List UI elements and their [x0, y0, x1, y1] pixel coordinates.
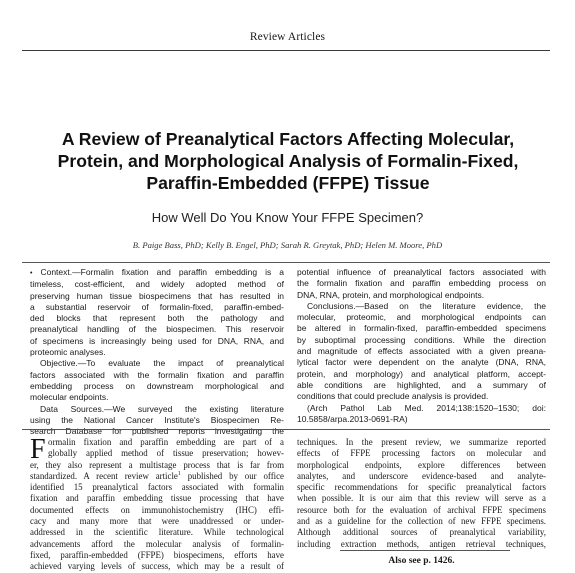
abstract-line: search Database for published reports investigating the — [30, 426, 284, 437]
also-see-link[interactable]: Also see p. 1426. — [388, 556, 455, 566]
citation-line: 10.5858/arpa.2013-0691-RA) — [297, 413, 408, 424]
body-line: achieved varying levels of success, which may be a result of — [30, 561, 284, 572]
bullet-icon: • — [30, 270, 33, 277]
body-line: effects of FFPE processing factors on molecular and — [297, 448, 546, 459]
abstract-line: by suboptimal processing conditions. While the direction — [297, 334, 546, 345]
abstract-line: of specimens is increasingly being used for DNA, RNA, and — [30, 335, 284, 346]
abstract-line: molecular endpoints. — [30, 392, 109, 403]
also-see-rule — [340, 550, 510, 551]
abstract-line: lytical factor were dependent on the analyte (DNA, RNA, — [297, 357, 546, 368]
abstract-line: protein, and morphology) and analytical platform, accept- — [297, 368, 546, 379]
abstract-line: using the National Cancer Institute's Biospecimen Re- — [30, 414, 284, 425]
abstract-line: Conclusions.—Based on the literature evidence, the — [307, 300, 546, 311]
body-line: globally applied method of tissue preservation; howev- — [48, 448, 284, 459]
abstract-line: • Context.—Formalin fixation and paraffin embedding is a — [30, 267, 284, 277]
abstract-line: a substantial reservoir of formalin-fixed, paraffin-embed- — [30, 301, 284, 312]
abstract-line: conditions that could preclude analysis is provided. — [297, 391, 489, 402]
body-line: resource both for the evaluation of archival FFPE specimens — [297, 504, 546, 515]
body-line: analytes, and underscore evidence-based and analyte- — [297, 470, 546, 481]
section-header: Review Articles — [249, 31, 326, 43]
body-line: techniques. In the present review, we summarize reported — [297, 437, 546, 447]
header-rule — [22, 50, 550, 51]
abstract-line: timeless, cost-efficient, and widely adopted method of — [30, 279, 284, 290]
abstract-line: and magnitude of effects associated with a given preana- — [297, 346, 546, 357]
abstract-line: Data Sources.—We surveyed the existing literature — [40, 403, 284, 414]
abstract-line: factors associated with the formalin fixation and paraffin — [30, 369, 284, 380]
abstract-left-column — [30, 267, 284, 437]
drop-cap: F — [30, 434, 46, 465]
body-line: fixation and paraffin embedding tissue processing that have — [30, 493, 284, 504]
body-line: and as a guideline for the collection of new FFPE specimens. — [297, 516, 546, 527]
body-line: Although additional sources of preanalytical variability, — [297, 527, 546, 538]
body-line: specific recommendations for specific preanalytical factors — [297, 482, 546, 493]
body-line: addressed in the scientific literature. While technological — [30, 527, 284, 538]
body-line: morphological endpoints, explore differences between — [297, 459, 546, 470]
abstract-top-rule — [22, 262, 550, 263]
body-line: including extraction methods, antigen retrieval techniques, — [297, 538, 546, 549]
abstract-line: preanalytical handling of the biospecimen. This reservoir — [30, 324, 284, 335]
body-line: standardized. A recent review article$^1$ published by our office — [30, 470, 284, 481]
body-line: ormalin fixation and paraffin embedding are part of a — [48, 437, 284, 447]
abstract-line: ded blocks that represent both the pathology and — [30, 313, 284, 324]
body-line: advancements afford the molecular analysis of formalin- — [30, 538, 284, 549]
abstract-line: able conditions are highlighted, and a summary of — [297, 379, 546, 390]
abstract-line: embedding process on downstream morphological and — [30, 380, 284, 391]
abstract-line: be altered in formalin-fixed, paraffin-embedded specimens — [297, 323, 546, 334]
abstract-line: the formalin fixation and paraffin embedding process on — [297, 278, 546, 289]
title-line: Protein, and Morphological Analysis of Formalin-Fixed, — [57, 151, 519, 171]
abstract-line: DNA, RNA, protein, and morphological endpoints. — [297, 289, 485, 300]
abstract-line: proteomic analyses. — [30, 347, 106, 358]
reference-superscript[interactable]: 1 — [177, 470, 181, 477]
abstract-right-column — [297, 267, 546, 425]
body-line: when possible. It is our aim that this review will serve as a — [297, 493, 546, 504]
abstract-line: potential influence of preanalytical factors associated with — [297, 267, 546, 277]
body-left-column — [30, 434, 284, 573]
title-line: A Review of Preanalytical Factors Affecting Molecular, — [61, 129, 515, 149]
body-line: fixed, paraffin-embedded (FFPE) biospecimens, efforts have — [30, 549, 284, 560]
abstract-line: Objective.—To evaluate the impact of preanalytical — [40, 358, 284, 369]
body-right-column — [297, 437, 546, 550]
abstract-line: preserving human tissue biospecimens that has resulted in — [30, 290, 284, 301]
body-line: identified 15 preanalytical factors associated with formalin — [30, 482, 284, 493]
article-subtitle: How Well Do You Know Your FFPE Specimen? — [151, 210, 424, 225]
author-list: B. Paige Bass, PhD; Kelly B. Engel, PhD; Sarah R. Greytak, PhD; Helen M. Moore, PhD — [132, 240, 443, 250]
abstract-line: molecular, proteomic, and morphological endpoints can — [297, 312, 546, 323]
citation-line: (Arch Pathol Lab Med. 2014;138:1520–1530; doi: — [307, 402, 546, 413]
body-line: cacy and many more that were unaddressed or under- — [30, 516, 284, 527]
body-line: er, they also represent a multistage process that is far from — [30, 459, 284, 470]
body-line: documented effects on immunohistochemistry (IHC) effi- — [30, 504, 284, 515]
abstract-bottom-rule — [22, 429, 550, 430]
title-line: Paraffin-Embedded (FFPE) Tissue — [146, 173, 430, 193]
article-title — [22, 128, 554, 194]
